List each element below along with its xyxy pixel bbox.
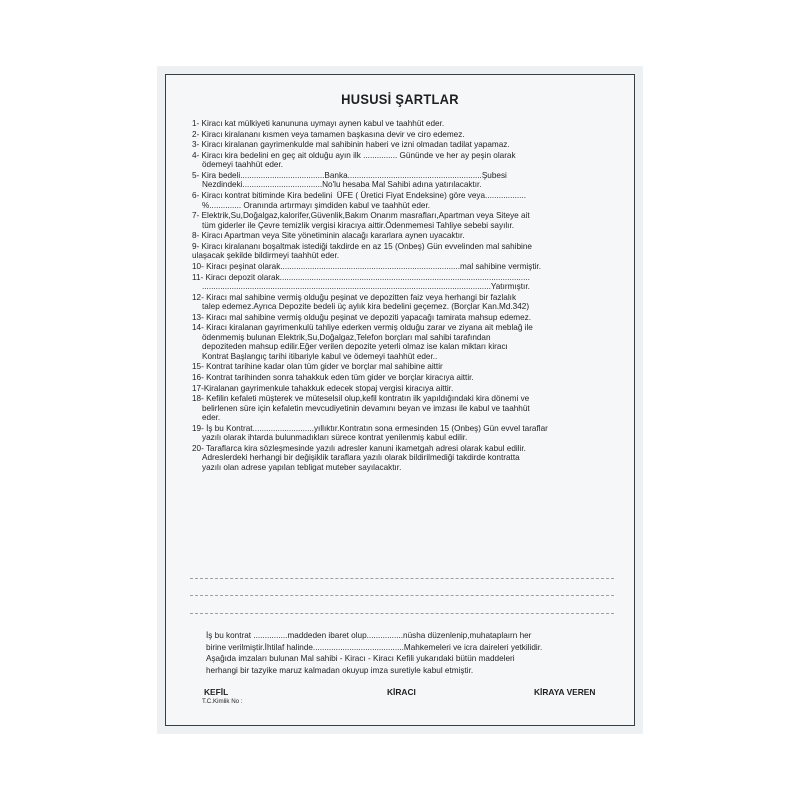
condition-item (192, 273, 622, 292)
condition-line: 5- Kira bedeli.....................................Banka...........................................................Şubesi (192, 170, 507, 180)
condition-line: yazılı olarak ihtarda bulunmadıkları sürece kontrat yenilenmiş kabul edilir. (202, 433, 468, 443)
condition-line: %.............. Oranında artırmayı şimdiden kabul ve taahhüt eder. (202, 200, 430, 210)
condition-line: 3- Kiracı kiralanan gayrimenkulde mal sahibinin haberi ve izni olmadan tadilat yapamaz. (192, 140, 510, 150)
condition-item (192, 130, 622, 140)
condition-item (192, 119, 622, 129)
blank-line-3 (190, 613, 614, 614)
condition-line: talep edemez.Ayrıca Depozite bedeli üç aylık kira bedelini geçemez. (Borçlar Kan.Md.342) (202, 302, 530, 312)
condition-line: 17-Kiralanan gayrimenkule tahakkuk edecek stopaj vergisi kiracıya aittir. (192, 383, 454, 393)
condition-line: 9- Kiracı kiralananı boşaltmak istediği takdirde en az 15 (Onbeş) Gün evvelinden mal sahibine (192, 241, 532, 251)
condition-line: 12- Kiracı mal sahibine vermiş olduğu peşinat ve depozitten faiz veya herhangi bir fazlalık (192, 292, 517, 302)
id-number-label: T.C.Kimlik No : (202, 698, 243, 705)
condition-item (192, 191, 622, 210)
condition-line: belirlenen süre için kefaletin mevcudiyetinin devamını beyan ve imzası ile kabul ve taahhüt (202, 403, 530, 413)
condition-line: 10- Kiracı peşinat olarak...............................................................................mal sahibine vermiştir. (192, 261, 541, 271)
condition-item (192, 231, 622, 241)
condition-line: ...............................................................................................................................Yatırmıştır. (202, 282, 530, 291)
condition-line: 7- Elektrik,Su,Doğalgaz,kalorifer,Güvenlik,Bakım Onarım masrafları,Apartman veya Siteye ait (192, 211, 530, 221)
blank-line-2 (190, 595, 614, 596)
condition-line: 11- Kiracı depozit olarak.............................................................................................................. (192, 272, 530, 282)
condition-item (192, 362, 622, 372)
condition-item (192, 424, 622, 443)
condition-item (192, 140, 622, 150)
condition-item (192, 242, 622, 261)
condition-line: eder. (202, 413, 221, 423)
condition-item (192, 373, 622, 383)
condition-line: tüm giderler ile Çevre temizlik vergisi kiracıya aittir.Ödenmemesi Tahliye sebebi sayılır. (202, 220, 514, 230)
condition-item (192, 394, 622, 423)
closing-line: birine verilmiştir.İhtilaf halinde........................................Mahkemeleri ve icra daireleri yetkilidir. (206, 642, 543, 652)
condition-line: 1- Kiracı kat mülkiyeti kanununa uymayı aynen kabul ve taahhüt eder. (192, 119, 445, 128)
closing-line: herhangi bir tazyike maruz kalmadan okuyup imza suretiyle kabul etmiştir. (206, 665, 474, 675)
landlord-signature-label: KİRAYA VEREN (534, 687, 596, 697)
condition-item (192, 211, 622, 230)
condition-line: depoziteden mahsup edilir.Eğer verilen depozite yeterli olmaz ise kalan miktarı kiracı (202, 342, 508, 352)
condition-line: 18- Kefilin kefaleti müşterek ve müteselsil olup,kefil kontratın ilk yapıldığındaki kira dönemi ve (192, 394, 530, 404)
condition-line: 6- Kiracı kontrat bitiminde Kira bedelini ÜFE ( Üretici Fiyat Endeksine) göre veya.................. (192, 191, 526, 200)
condition-line: 15- Kontrat tarihine kadar olan tüm gider ve borçlar mal sahibine aittir (192, 362, 443, 372)
condition-line: 20- Taraflarca kira sözleşmesinde yazılı adresler kanuni ikametgah adresi olarak kabul edilir. (192, 443, 526, 453)
condition-item (192, 262, 622, 272)
condition-line: 14- Kiracı kiralanan gayrimenkulü tahliye ederken vermiş olduğu zarar ve ziyana ait meblağ ile (192, 323, 533, 333)
contract-page (165, 74, 635, 726)
blank-line-1 (190, 578, 614, 579)
condition-line: 19- İş bu Kontrat...........................yıllıktır.Kontratın sona ermesinden 15 (Onbeş) Gün evvel taraflar (192, 423, 548, 433)
condition-line: ulaşacak şekilde bildirmeyi taahhüt eder. (192, 251, 340, 261)
condition-line: 4- Kiracı kira bedelini en geç ait olduğu ayın ilk ............... Gününde ve her ay peşin olarak (192, 150, 516, 160)
condition-line: 13- Kiracı mal sahibine vermiş olduğu peşinat ve depoziti yapacağı tamirata mahsup edemez. (192, 312, 532, 322)
closing-line: İş bu kontrat ...............maddeden ibaret olup................nüsha düzenlenip,muhataplaırn her (206, 631, 532, 640)
condition-item (192, 293, 622, 312)
condition-line: Kontrat Başlangıç tarihi itibariyle kabul ve ödemeyi taahhüt eder.. (202, 351, 438, 361)
condition-line: Nezdindeki...................................No'lu hesaba Mal Sahibi adına yatırılacaktır. (202, 180, 482, 190)
condition-line: Adreslerdeki herhangi bir değişiklik taraflara yazılı olarak bildirilmediği takdirde kontratta (202, 453, 520, 463)
condition-line: ödenmemiş bulunan Elektrik,Su,Doğalgaz,Telefon borçları mal sahibi tarafından (202, 332, 491, 342)
closing-line: Aşağıda imzaları bulunan Mal sahibi - Kiracı - Kiracı Kefili yukarıdaki bütün maddeleri (206, 654, 515, 663)
condition-line: 16- Kontrat tarihinden sonra tahakkuk eden tüm gider ve borçlar kiracıya aittir. (192, 373, 474, 382)
page-title: HUSUSİ ŞARTLAR (341, 91, 459, 107)
condition-item (192, 151, 622, 170)
condition-item (192, 171, 622, 190)
condition-line: yazılı olan adrese yapılan tebligat muteber sayılacaktır. (202, 462, 402, 472)
condition-item (192, 323, 622, 361)
condition-item (192, 384, 622, 394)
condition-line: ödemeyi taahhüt eder. (202, 160, 284, 170)
condition-item (192, 313, 622, 323)
closing-paragraph (206, 630, 616, 676)
condition-line: 8- Kiracı Apartman veya Site yönetiminin alacağı kararlara aynen uyacaktır. (192, 231, 465, 241)
tenant-signature-label: KİRACI (387, 687, 416, 697)
condition-line: 2- Kiracı kiralananı kısmen veya tamamen başkasına devir ve ciro edemez. (192, 129, 465, 139)
condition-item (192, 444, 622, 473)
guarantor-signature-label: KEFİL (204, 687, 229, 697)
